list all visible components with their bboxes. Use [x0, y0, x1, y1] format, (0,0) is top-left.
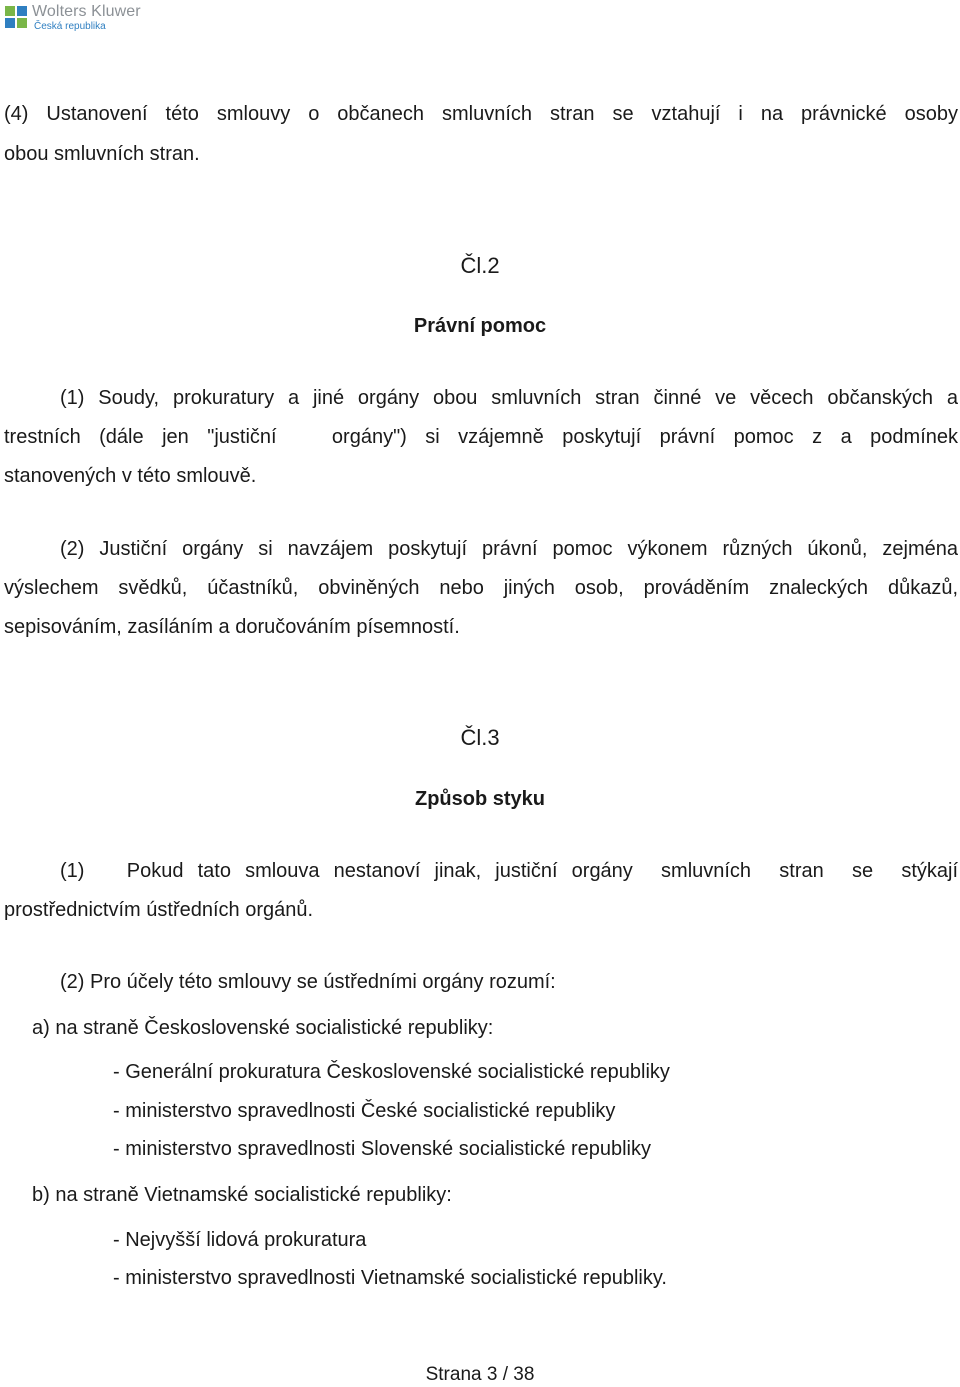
- art2-p1-line2: trestních (dále jen "justiční orgány") si vzájemně poskytují právní pomoc z a podmínek: [4, 426, 958, 448]
- wolters-kluwer-logo: [4, 3, 141, 35]
- article-3-title: Způsob styku: [414, 788, 545, 810]
- article-3-number: Čl.3: [460, 725, 500, 750]
- logo-subtitle: Česká republika: [34, 21, 106, 32]
- art2-p1-line1: (1) Soudy, prokuratury a jiné orgány obou smluvních stran činné ve věcech občanských a: [60, 387, 958, 409]
- art2-p2-line2: výslechem svědků, účastníků, obviněných nebo jiných osob, prováděním znaleckých důkazů,: [4, 577, 958, 599]
- wolters-kluwer-logo-icon: [4, 5, 28, 29]
- side-a-item: - ministerstvo spravedlnosti Slovenské socialistické republiky: [113, 1138, 651, 1160]
- art2-p2-line3: sepisováním, zasíláním a doručováním písemností.: [4, 616, 460, 638]
- art1-p4-line2: obou smluvních stran.: [4, 143, 200, 165]
- side-a-heading: a) na straně Československé socialistické republiky:: [32, 1017, 494, 1039]
- art2-p1-line3: stanovených v této smlouvě.: [4, 465, 257, 487]
- art2-p2-line1: (2) Justiční orgány si navzájem poskytují právní pomoc výkonem různých úkonů, zejména: [60, 538, 958, 560]
- art3-p1-line2: prostřednictvím ústředních orgánů.: [4, 899, 314, 921]
- side-b-heading: b) na straně Vietnamské socialistické republiky:: [32, 1184, 452, 1206]
- page-number: Strana 3 / 38: [425, 1364, 535, 1385]
- logo-name: Wolters Kluwer: [32, 3, 141, 20]
- art3-p1-line1: (1) Pokud tato smlouva nestanoví jinak, justiční orgány smluvních stran se stýkají: [60, 860, 958, 882]
- side-a-item: - Generální prokuratura Československé socialistické republiky: [113, 1061, 670, 1083]
- article-2-number: Čl.2: [460, 253, 500, 278]
- side-b-item: - Nejvyšší lidová prokuratura: [113, 1229, 367, 1251]
- article-2-title: Právní pomoc: [413, 315, 547, 337]
- art1-p4-line1: (4) Ustanovení této smlouvy o občanech smluvních stran se vztahují i na právnické osoby: [4, 103, 958, 125]
- art3-p2: (2) Pro účely této smlouvy se ústředními orgány rozumí:: [60, 971, 556, 993]
- side-a-item: - ministerstvo spravedlnosti České socialistické republiky: [113, 1100, 616, 1122]
- side-b-item: - ministerstvo spravedlnosti Vietnamské socialistické republiky.: [113, 1267, 667, 1289]
